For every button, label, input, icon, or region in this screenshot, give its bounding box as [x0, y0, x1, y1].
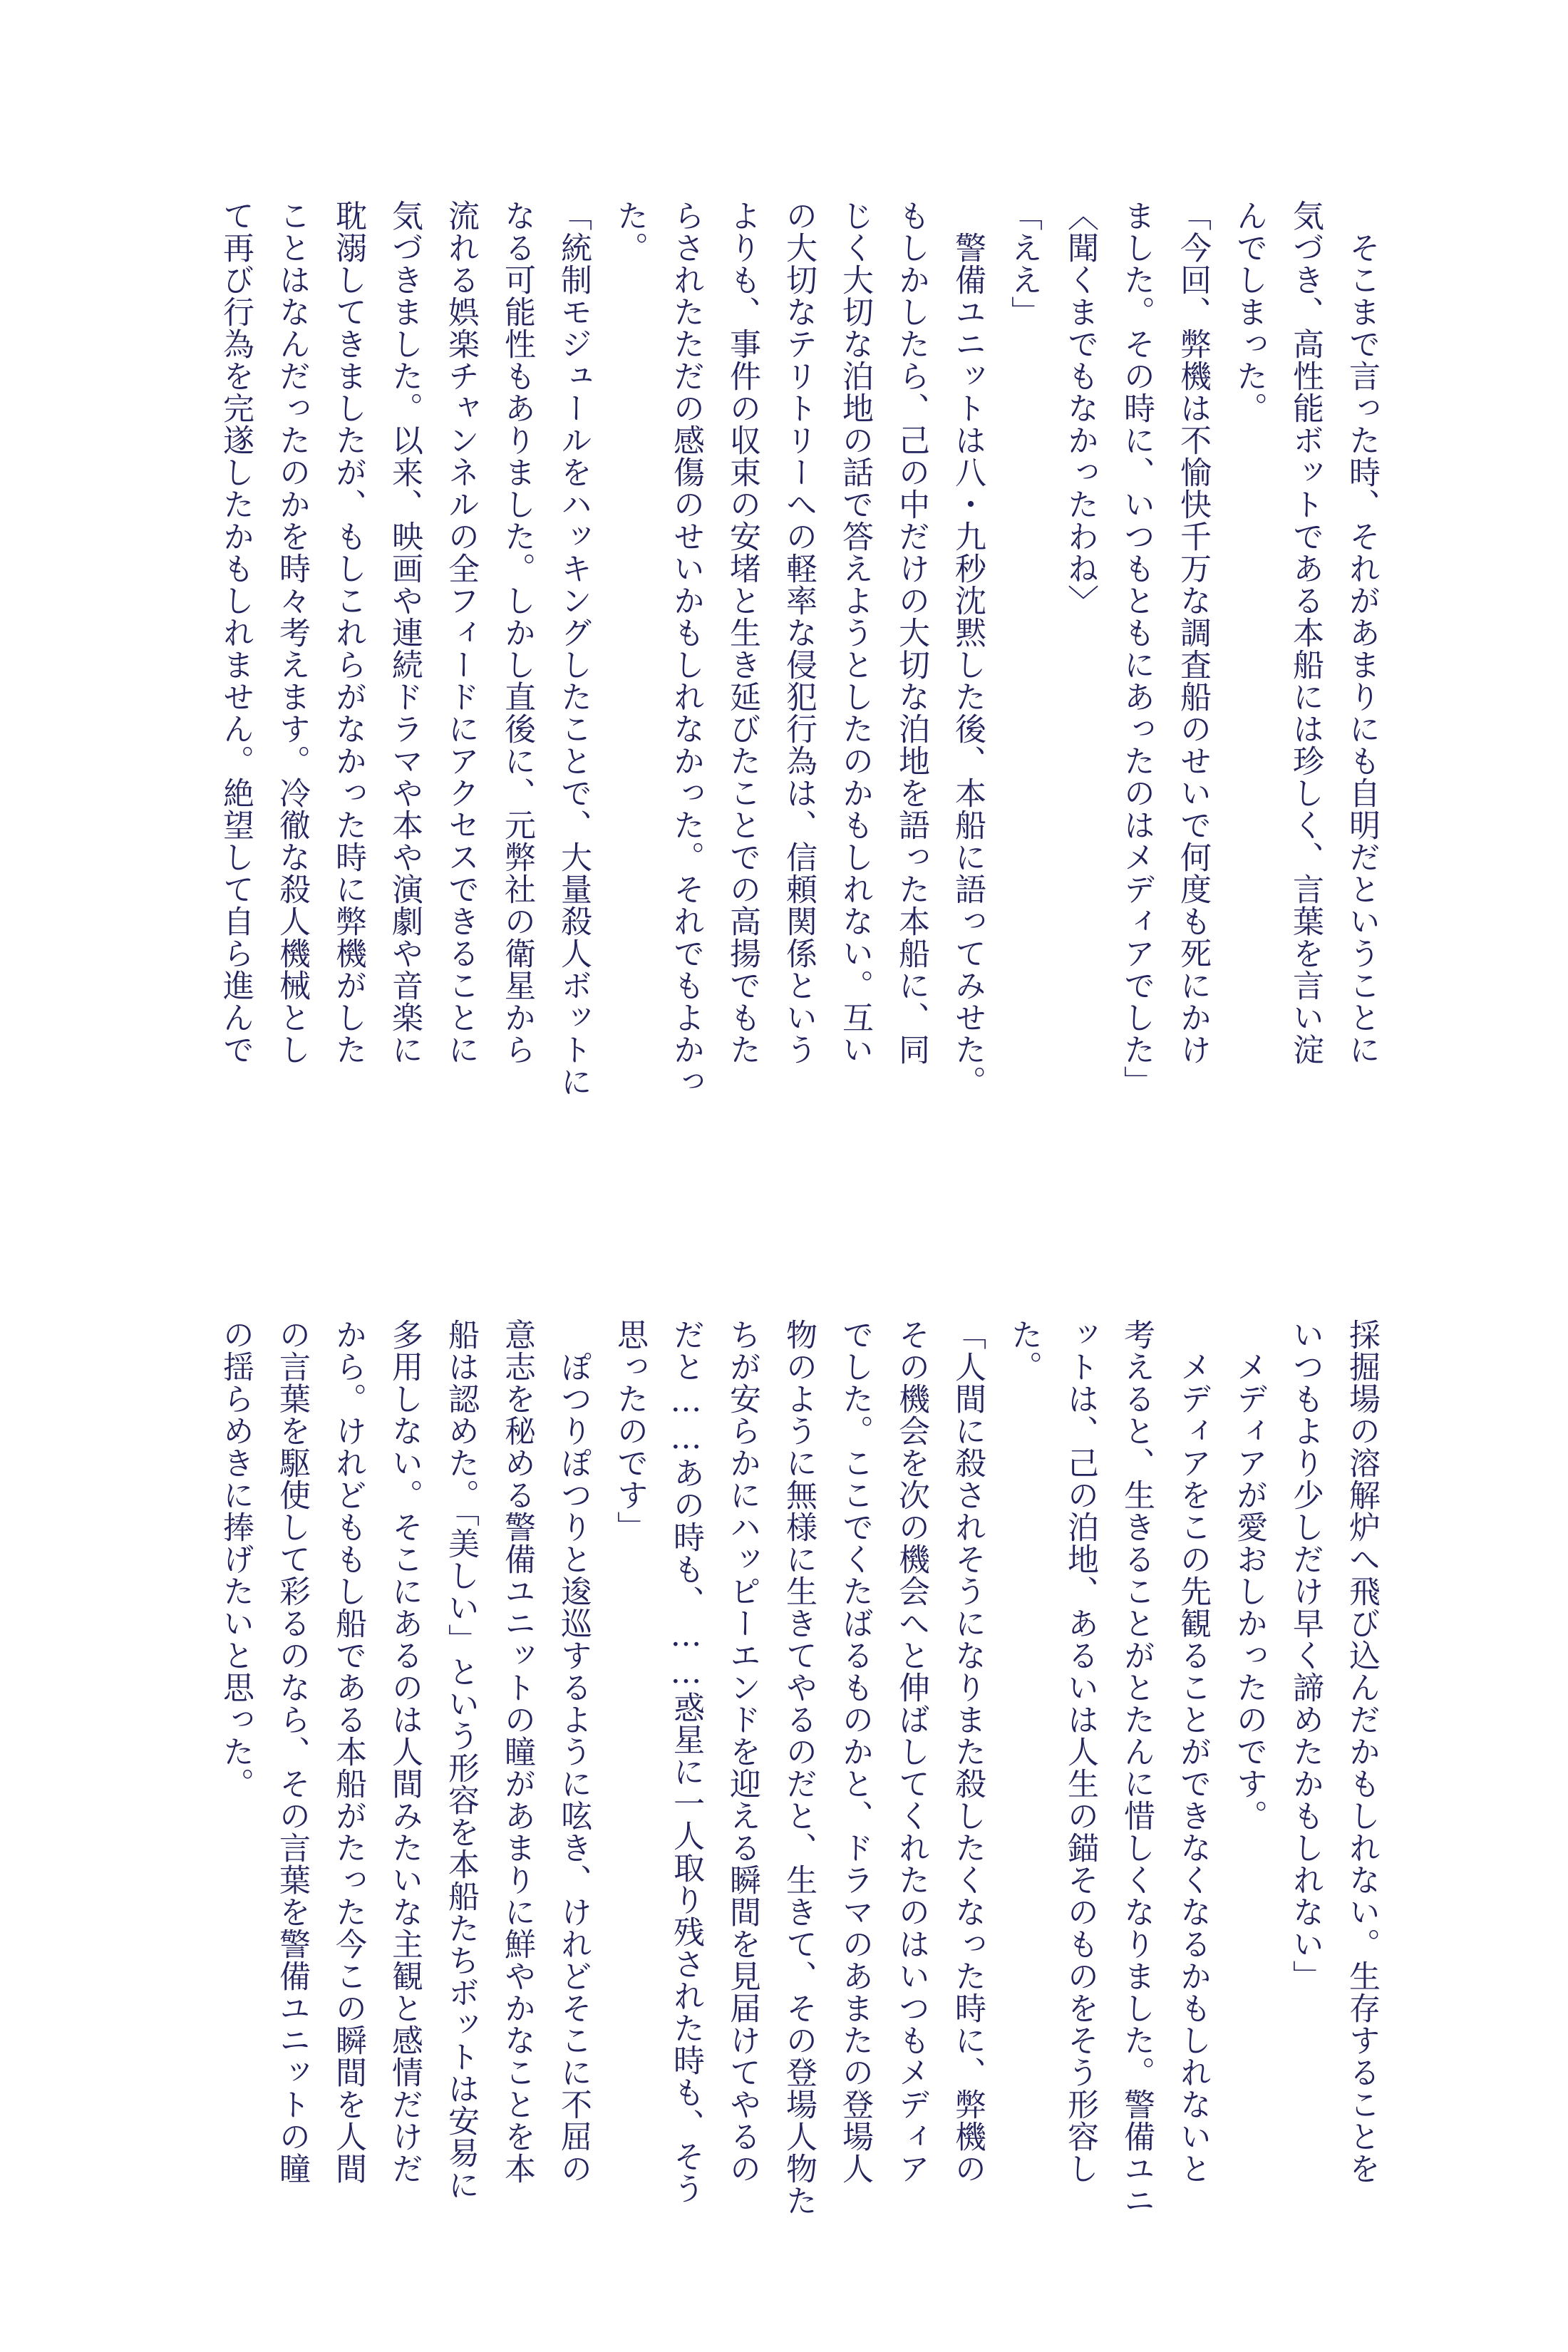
text-line: て再び行為を完遂したかもしれません。絶望して自ら進んで	[217, 200, 254, 1066]
text-line: 思ったのです」	[612, 1319, 648, 1543]
text-line: 気づき、高性能ボットである本船には珍しく、言葉を言い淀	[1287, 200, 1324, 1066]
text-line: 気づきました。以来、映画や連続ドラマや本や演劇や音楽に	[386, 200, 423, 1066]
text-line: ました。その時に、いつもともにあったのはメディアでした」	[1118, 200, 1155, 1098]
text-line: ちが安らかにハッピーエンドを迎える瞬間を見届けてやるの	[724, 1319, 760, 2185]
text-line: 物のように無様に生きてやるのだと、生きて、その登場人物た	[780, 1319, 817, 2217]
text-line: ことはなんだったのかを時々考えます。冷徹な殺人機械とし	[274, 200, 310, 1066]
text-line: の揺らめきに捧げたいと思った。	[217, 1319, 254, 1800]
text-line: 船は認めた。「美しい」という形容を本船たちボットは安易に	[443, 1319, 479, 2201]
text-line: の大切なテリトリーへの軽率な侵犯行為は、信頼関係という	[780, 200, 817, 1066]
text-line: その機会を次の機会へと伸ばしてくれたのはいつもメディア	[893, 1319, 929, 2185]
text-line: の言葉を駆使して彩るのなら、その言葉を警備ユニットの瞳	[274, 1319, 310, 2185]
text-line: いつもより少しだけ早く諦めたかもしれない」	[1287, 1319, 1324, 1992]
text-line: らされたただの感傷のせいかもしれなかった。それでもよかっ	[668, 200, 704, 1098]
text-line: 警備ユニットは八・九秒沈黙した後、本船に語ってみせた。	[949, 200, 986, 1098]
text-line: ットは、己の泊地、あるいは人生の錨そのものをそう形容し	[1062, 1319, 1098, 2185]
bottom-text-block	[207, 1319, 1390, 2302]
text-line: なる可能性もありました。しかし直後に、元弊社の衛星から	[499, 200, 535, 1066]
text-line: 採掘場の溶解炉へ飛び込んだかもしれない。生存することを	[1343, 1319, 1380, 2185]
text-line: よりも、事件の収束の安堵と生き延びたことでの高揚でもた	[724, 200, 760, 1066]
text-line: んでしまった。	[1231, 200, 1267, 424]
text-line: じく大切な泊地の話で答えようとしたのかもしれない。互い	[837, 200, 873, 1066]
top-text-block	[207, 200, 1390, 1183]
text-line: メディアが愛おしかったのです。	[1231, 1319, 1267, 1832]
text-line: 「人間に殺されそうになりまた殺したくなった時に、弊機の	[949, 1319, 986, 2185]
text-line: た。	[612, 200, 648, 264]
text-line: だと……あの時も、……惑星に一人取り残された時も、そう	[668, 1319, 704, 2204]
text-line: 〈聞くまでもなかったわね〉	[1062, 200, 1098, 617]
text-line: メディアをこの先観ることができなくなるかもしれないと	[1175, 1319, 1211, 2185]
text-line: 多用しない。そこにあるのは人間みたいな主観と感情だけだ	[386, 1319, 423, 2185]
text-line: 意志を秘める警備ユニットの瞳があまりに鮮やかなことを本	[499, 1319, 535, 2185]
text-line: もしかしたら、己の中だけの大切な泊地を語った本船に、同	[893, 200, 929, 1066]
text-line: 「統制モジュールをハッキングしたことで、大量殺人ボットに	[555, 200, 592, 1098]
text-line: 考えると、生きることがとたんに惜しくなりました。警備ユニ	[1118, 1319, 1155, 2217]
text-line: そこまで言った時、それがあまりにも自明だということに	[1343, 200, 1380, 1066]
text-line: 「今回、弊機は不愉快千万な調査船のせいで何度も死にかけ	[1175, 200, 1211, 1066]
text-line: 流れる娯楽チャンネルの全フィードにアクセスできることに	[443, 200, 479, 1066]
text-line: でした。ここでくたばるものかと、ドラマのあまたの登場人	[837, 1319, 873, 2185]
text-line: ぽつりぽつりと逡巡するように呟き、けれどそこに不屈の	[555, 1319, 592, 2185]
text-line: から。けれどももし船である本船がたった今この瞬間を人間	[330, 1319, 366, 2185]
text-line: た。	[1006, 1319, 1042, 1383]
text-line: 耽溺してきましたが、もしこれらがなかった時に弊機がした	[330, 200, 366, 1066]
text-line: 「ええ」	[1006, 200, 1042, 328]
